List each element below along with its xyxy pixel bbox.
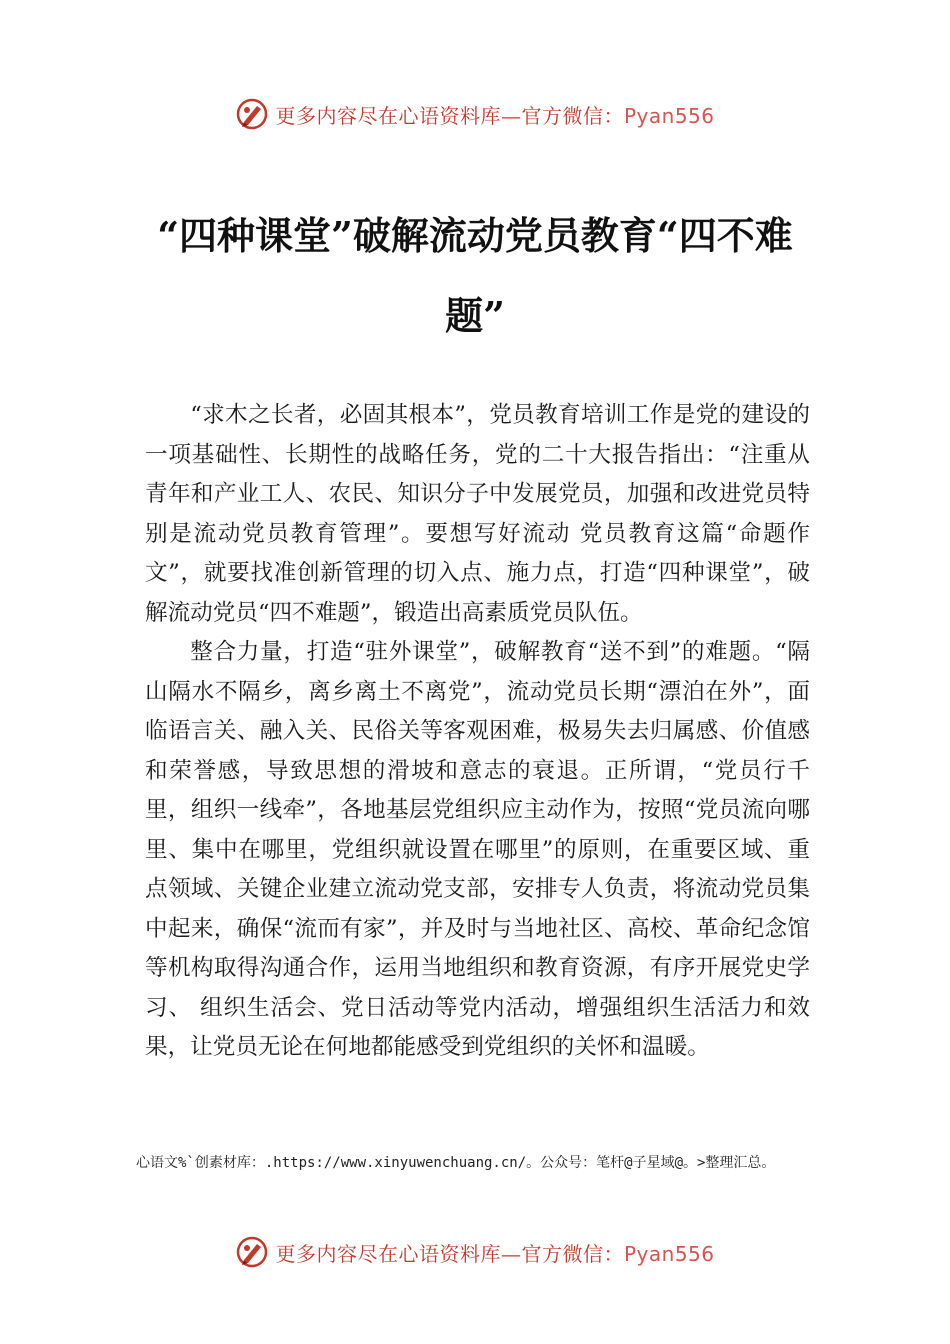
header-banner-text: 更多内容尽在心语资料库—官方微信：Pyan556	[275, 103, 715, 128]
article-body	[145, 396, 810, 1068]
source-note: 心语文%`创素材库：.https://www.xinyuwenchuang.cn/。公众号：笔杆@子星域@。>整理汇总。	[136, 1155, 776, 1171]
pen-logo-icon	[235, 1235, 269, 1269]
paragraph-outside-classroom: 整合力量，打造“驻外课堂”，破解教育“送不到”的难题。“隔山隔水不隔乡，离乡离土不离党”，流动党员长期“漂泊在外”，面临语言关、融入关、民俗关等客观困难，极易失去归属感、价值感和荣誉感，导致思想的滑坡和意志的衰退。正所谓，“党员行千里，组织一线牵”，各地基层党组织应主动作为，按照“党员流向哪里、集中在哪里，党组织就设置在哪里”的原则，在重要区域、重点领域、关键企业建立流动党支部，安排专人负责，将流动党员集中起来，确保“流而有家”，并及时与当地社区、高校、革命纪念馆等机构取得沟通合作，运用当地组织和教育资源，有序开展党史学习、 组织生活会、党日活动等党内活动，增强组织生活活力和效果，让党员无论在何地都能感受到党组织的关怀和温暖。	[145, 639, 810, 1060]
footer-wechat-id: Pyan556	[623, 1241, 715, 1266]
article-title: “四种课堂”破解流动党员教育“四不难题”	[157, 213, 793, 338]
header-wechat-id: Pyan556	[623, 103, 715, 128]
paragraph-intro: “求木之长者，必固其根本”，党员教育培训工作是党的建设的一项基础性、长期性的战略任务，党的二十大报告指出：“注重从青年和产业工人、农民、知识分子中发展党员，加强和改进党员特别是流动党员教育管理”。要想写好流动 党员教育这篇“命题作文”，就要找准创新管理的切入点、施力点，打造“四种课堂”，破解流动党员“四不难题”，锻造出高素质党员队伍。	[145, 402, 810, 626]
footer-banner	[0, 1230, 950, 1274]
footer-banner-text: 更多内容尽在心语资料库—官方微信：Pyan556	[275, 1241, 715, 1266]
pen-logo-icon	[235, 97, 269, 131]
header-banner	[0, 92, 950, 136]
